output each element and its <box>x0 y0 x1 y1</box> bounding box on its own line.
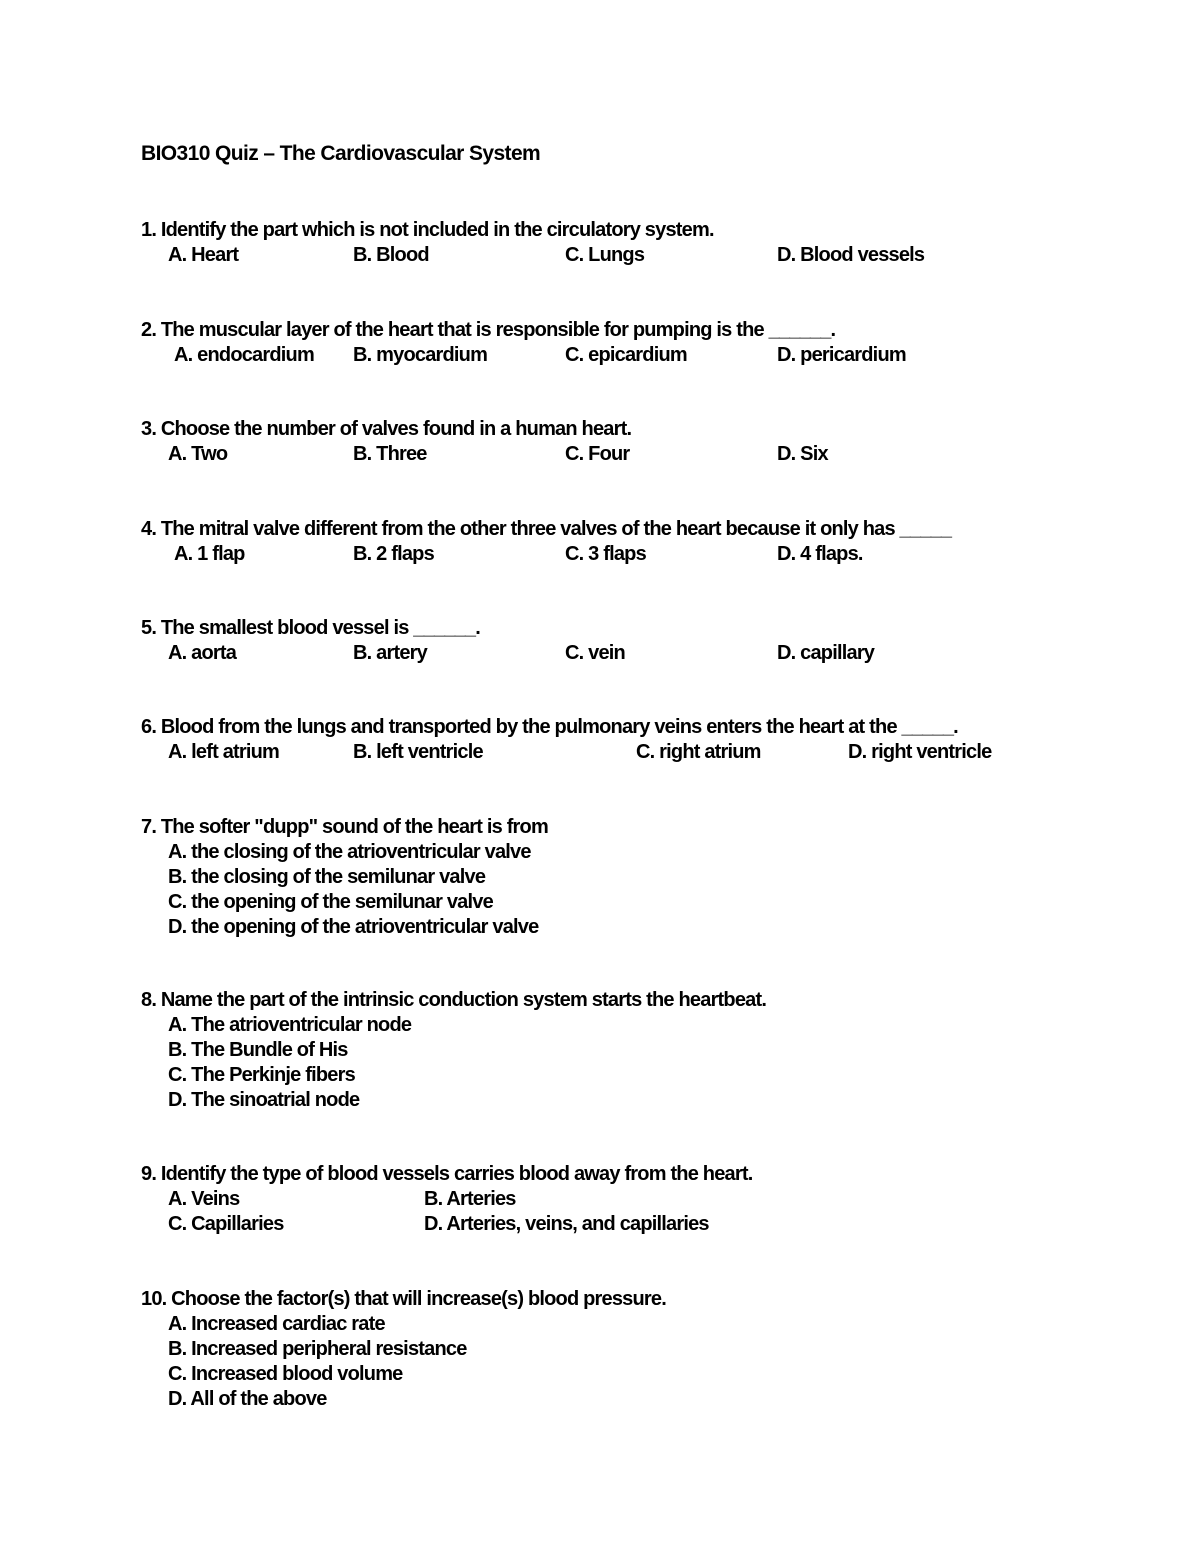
option-c: C. right atrium <box>636 741 761 763</box>
option-d: D. pericardium <box>777 344 906 366</box>
option-a: A. Two <box>168 443 228 465</box>
options-row <box>141 740 992 765</box>
option-a: A. The atrioventricular node <box>168 1014 412 1036</box>
option-b: B. The Bundle of His <box>168 1039 348 1061</box>
option-c: C. 3 flaps <box>565 543 646 565</box>
question-stem: 4. The mitral valve different from the other three valves of the heart because it only has _____ <box>141 518 952 540</box>
question-stem: 6. Blood from the lungs and transported by the pulmonary veins enters the heart at the _____. <box>141 716 958 738</box>
question-10 <box>141 1287 666 1412</box>
question-9 <box>141 1162 752 1237</box>
option-a: A. left atrium <box>168 741 280 763</box>
options-row <box>141 1212 752 1237</box>
option-b: B. the closing of the semilunar valve <box>168 866 486 888</box>
question-3 <box>141 417 828 467</box>
options-row <box>141 442 828 467</box>
option-a: A. the closing of the atrioventricular valve <box>168 841 531 863</box>
option-c: C. Lungs <box>565 244 645 266</box>
option-b: B. 2 flaps <box>353 543 434 565</box>
option-d: D. 4 flaps. <box>777 543 863 565</box>
option-d: D. All of the above <box>168 1388 327 1410</box>
options-row <box>141 343 906 368</box>
question-2 <box>141 318 906 368</box>
option-a: A. Increased cardiac rate <box>168 1313 385 1335</box>
option-d: D. The sinoatrial node <box>168 1089 360 1111</box>
option-b: B. Arteries <box>424 1188 516 1210</box>
option-c: C. Four <box>565 443 630 465</box>
option-b: B. Blood <box>353 244 429 266</box>
option-b: B. Increased peripheral resistance <box>168 1338 467 1360</box>
option-d: D. capillary <box>777 642 875 664</box>
option-b: B. artery <box>353 642 427 664</box>
option-c: C. the opening of the semilunar valve <box>168 891 493 913</box>
options-row <box>141 243 925 268</box>
option-b: B. left ventricle <box>353 741 483 763</box>
question-6 <box>141 715 992 765</box>
question-stem: 2. The muscular layer of the heart that is responsible for pumping is the ______. <box>141 319 836 341</box>
question-stem: 1. Identify the part which is not included in the circulatory system. <box>141 219 714 241</box>
option-c: C. epicardium <box>565 344 687 366</box>
option-a: A. Heart <box>168 244 239 266</box>
options-row <box>141 1187 752 1212</box>
question-stem: 10. Choose the factor(s) that will increase(s) blood pressure. <box>141 1288 666 1310</box>
question-stem: 5. The smallest blood vessel is ______. <box>141 617 480 639</box>
option-d: D. right ventricle <box>848 741 992 763</box>
option-d: D. the opening of the atrioventricular valve <box>168 916 539 938</box>
option-a: A. endocardium <box>174 344 314 366</box>
option-a: A. Veins <box>168 1188 240 1210</box>
question-stem: 8. Name the part of the intrinsic conduction system starts the heartbeat. <box>141 989 767 1011</box>
option-c: C. The Perkinje fibers <box>168 1064 355 1086</box>
page-title: BIO310 Quiz – The Cardiovascular System <box>141 142 541 165</box>
option-c: C. Capillaries <box>168 1213 284 1235</box>
question-stem: 9. Identify the type of blood vessels carries blood away from the heart. <box>141 1163 753 1185</box>
option-c: C. vein <box>565 642 625 664</box>
question-1 <box>141 218 925 268</box>
option-d: D. Blood vessels <box>777 244 925 266</box>
option-a: A. 1 flap <box>174 543 245 565</box>
options-row <box>141 542 951 567</box>
question-5 <box>141 616 875 666</box>
question-4 <box>141 517 951 567</box>
question-stem: 7. The softer "dupp" sound of the heart is from <box>141 816 548 838</box>
question-8 <box>141 988 766 1113</box>
options-row <box>141 641 875 666</box>
option-a: A. aorta <box>168 642 237 664</box>
option-d: D. Arteries, veins, and capillaries <box>424 1213 709 1235</box>
option-b: B. Three <box>353 443 427 465</box>
option-c: C. Increased blood volume <box>168 1363 403 1385</box>
option-d: D. Six <box>777 443 828 465</box>
option-b: B. myocardium <box>353 344 488 366</box>
question-7 <box>141 815 548 940</box>
question-stem: 3. Choose the number of valves found in a human heart. <box>141 418 632 440</box>
